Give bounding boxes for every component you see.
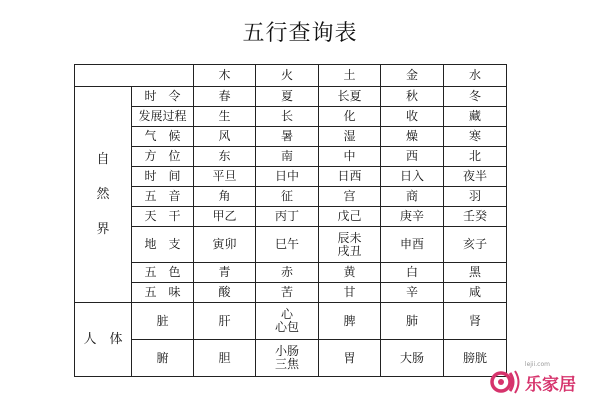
table-cell <box>444 127 507 147</box>
table-cell-text: 东 <box>218 149 231 163</box>
table-cell <box>256 207 319 227</box>
table-cell <box>444 303 507 340</box>
table-cell-text: 长夏 <box>337 89 362 103</box>
watermark <box>489 368 576 396</box>
table-cell <box>381 340 444 377</box>
table-cell <box>381 87 444 107</box>
watermark-url: lejii.com <box>524 361 550 368</box>
table-cell-line: 大肠 <box>399 350 424 365</box>
table-cell-text: 苦 <box>280 285 293 299</box>
row-label: 气 候 <box>132 127 194 147</box>
table-row <box>75 283 507 303</box>
table-cell <box>444 187 507 207</box>
table-cell-text: 巳午 <box>274 237 299 251</box>
table-cell <box>381 167 444 187</box>
table-cell-line: 胆 <box>218 350 231 365</box>
table-row <box>75 127 507 147</box>
category-human-body: 人 体 <box>75 303 132 377</box>
table-cell <box>319 127 381 147</box>
table-cell <box>444 207 507 227</box>
table-cell-text: 南 <box>280 149 293 163</box>
table-cell-text: 戊己 <box>337 209 362 223</box>
table-cell-text: 咸 <box>468 285 481 299</box>
table-cell-text: 日中 <box>274 169 299 183</box>
table-cell-text: 申酉 <box>399 237 424 251</box>
header-wood: 木 <box>194 65 256 87</box>
row-label: 天 干 <box>132 207 194 227</box>
table-cell <box>319 263 381 283</box>
table-cell-text: 寅卯 <box>212 237 237 251</box>
table-cell-text: 征 <box>280 189 293 203</box>
table-cell <box>319 207 381 227</box>
table-cell <box>319 167 381 187</box>
table-row <box>75 340 507 377</box>
table-header-row <box>75 65 507 87</box>
row-label: 五 色 <box>132 263 194 283</box>
row-label: 时 令 <box>132 87 194 107</box>
table-cell <box>381 263 444 283</box>
page-title: 五行查询表 <box>242 21 358 46</box>
row-label: 发展过程 <box>132 107 194 127</box>
table-cell <box>444 107 507 127</box>
table-row <box>75 147 507 167</box>
table-cell <box>256 263 319 283</box>
table-cell-text: 壬癸 <box>462 209 487 223</box>
table-cell-text: 冬 <box>468 89 481 103</box>
table-cell-line: 三焦 <box>274 357 299 371</box>
lejia-logo-icon <box>489 368 521 396</box>
table-cell <box>319 303 381 340</box>
table-cell <box>256 127 319 147</box>
table-cell <box>444 283 507 303</box>
table-cell <box>256 167 319 187</box>
table-cell <box>256 147 319 167</box>
table-cell-line: 辰未 <box>337 230 362 245</box>
table-cell-text: 宫 <box>343 189 356 203</box>
table-cell <box>194 187 256 207</box>
row-label: 方 位 <box>132 147 194 167</box>
table-cell-text: 角 <box>218 189 231 203</box>
table-cell <box>194 107 256 127</box>
category-nature-char: 然 <box>96 187 110 202</box>
table-cell-text: 夜半 <box>462 169 487 183</box>
table-cell <box>381 207 444 227</box>
table-cell-text: 长 <box>280 109 293 123</box>
table-row <box>75 167 507 187</box>
table-cell-line: 小肠 <box>274 344 299 358</box>
table-row <box>75 87 507 107</box>
header-water: 水 <box>444 65 507 87</box>
table-cell <box>381 303 444 340</box>
table-row <box>75 263 507 283</box>
table-cell-text: 化 <box>343 109 356 123</box>
row-label: 五 音 <box>132 187 194 207</box>
table-cell-text: 寒 <box>468 129 481 143</box>
table-cell-line: 肝 <box>218 313 231 328</box>
table-cell <box>194 303 256 340</box>
table-cell-text: 黄 <box>343 265 356 279</box>
table-cell-text: 北 <box>468 149 481 163</box>
table-row <box>75 227 507 263</box>
table-cell-line: 肺 <box>405 313 418 328</box>
table-cell <box>381 127 444 147</box>
header-metal: 金 <box>381 65 444 87</box>
table-cell <box>319 187 381 207</box>
watermark-text: 乐家居 <box>525 374 576 395</box>
table-cell <box>319 147 381 167</box>
table-cell-text: 夏 <box>280 89 293 103</box>
table-row <box>75 207 507 227</box>
table-cell <box>381 107 444 127</box>
table-cell-line: 心 <box>280 307 293 321</box>
table-cell <box>194 167 256 187</box>
table-cell-text: 藏 <box>468 109 481 123</box>
table-cell-text: 甲乙 <box>212 209 237 223</box>
row-label: 脏 <box>132 303 194 340</box>
table-row <box>75 107 507 127</box>
row-label: 腑 <box>132 340 194 377</box>
table-cell-text: 商 <box>405 189 418 203</box>
table-row <box>75 303 507 340</box>
table-cell-text: 白 <box>405 265 418 279</box>
table-cell-line: 胃 <box>343 350 356 365</box>
table-cell <box>381 283 444 303</box>
table-cell-text: 收 <box>405 109 418 123</box>
table-cell <box>194 207 256 227</box>
table-cell-text: 赤 <box>280 265 293 279</box>
table-cell-text: 黑 <box>468 265 481 279</box>
table-cell-text: 燥 <box>405 129 418 143</box>
table-cell <box>194 147 256 167</box>
table-cell-line: 脾 <box>343 313 356 328</box>
table-cell-line: 戌丑 <box>337 243 362 258</box>
table-cell-text: 亥子 <box>462 237 487 251</box>
table-cell <box>444 147 507 167</box>
category-nature-char: 界 <box>96 222 110 237</box>
table-cell <box>194 263 256 283</box>
table-cell-text: 日西 <box>337 169 362 183</box>
table-cell <box>194 340 256 377</box>
table-cell <box>444 263 507 283</box>
table-cell-line: 心包 <box>274 320 299 334</box>
table-cell <box>194 87 256 107</box>
header-fire: 火 <box>256 65 319 87</box>
table-cell-text: 辛 <box>405 285 418 299</box>
table-cell-text: 甘 <box>343 285 356 299</box>
table-cell-text: 日入 <box>399 169 424 183</box>
table-cell-line: 肾 <box>468 313 481 328</box>
table-cell-text: 西 <box>405 149 418 163</box>
table-cell-text: 风 <box>218 129 231 143</box>
header-earth: 土 <box>319 65 381 87</box>
table-cell <box>256 187 319 207</box>
row-label: 五 味 <box>132 283 194 303</box>
table-cell <box>444 227 507 263</box>
table-cell <box>194 283 256 303</box>
category-nature <box>75 87 132 303</box>
table-cell <box>194 227 256 263</box>
table-cell <box>256 87 319 107</box>
table-cell <box>319 107 381 127</box>
table-cell-text: 平旦 <box>212 169 237 183</box>
table-cell <box>256 340 319 377</box>
table-cell-line: 膀胱 <box>462 350 487 365</box>
row-label: 地 支 <box>132 227 194 263</box>
table-cell <box>381 187 444 207</box>
table-cell <box>381 227 444 263</box>
table-cell <box>256 303 319 340</box>
table-cell-text: 丙丁 <box>274 209 299 223</box>
table-cell-text: 酸 <box>218 285 231 299</box>
table-cell <box>256 227 319 263</box>
table-cell <box>381 147 444 167</box>
table-cell-text: 生 <box>218 109 231 123</box>
table-cell <box>256 283 319 303</box>
table-cell-text: 湿 <box>343 129 356 143</box>
table-cell-text: 庚辛 <box>399 209 424 223</box>
category-nature-char: 自 <box>96 152 110 167</box>
table-cell <box>444 167 507 187</box>
table-cell-text: 秋 <box>405 89 418 103</box>
table-cell <box>319 283 381 303</box>
wuxing-table <box>74 64 507 377</box>
table-cell <box>319 340 381 377</box>
table-cell-text: 青 <box>218 265 231 279</box>
row-label: 时 间 <box>132 167 194 187</box>
table-cell <box>319 87 381 107</box>
header-corner <box>75 65 194 87</box>
table-cell <box>256 107 319 127</box>
table-cell <box>194 127 256 147</box>
table-cell-text: 暑 <box>280 129 293 143</box>
table-cell-text: 中 <box>343 149 356 163</box>
table-row <box>75 187 507 207</box>
table-cell-text: 春 <box>218 89 231 103</box>
table-cell <box>319 227 381 263</box>
table-cell-text: 羽 <box>468 189 481 203</box>
table-cell <box>444 87 507 107</box>
